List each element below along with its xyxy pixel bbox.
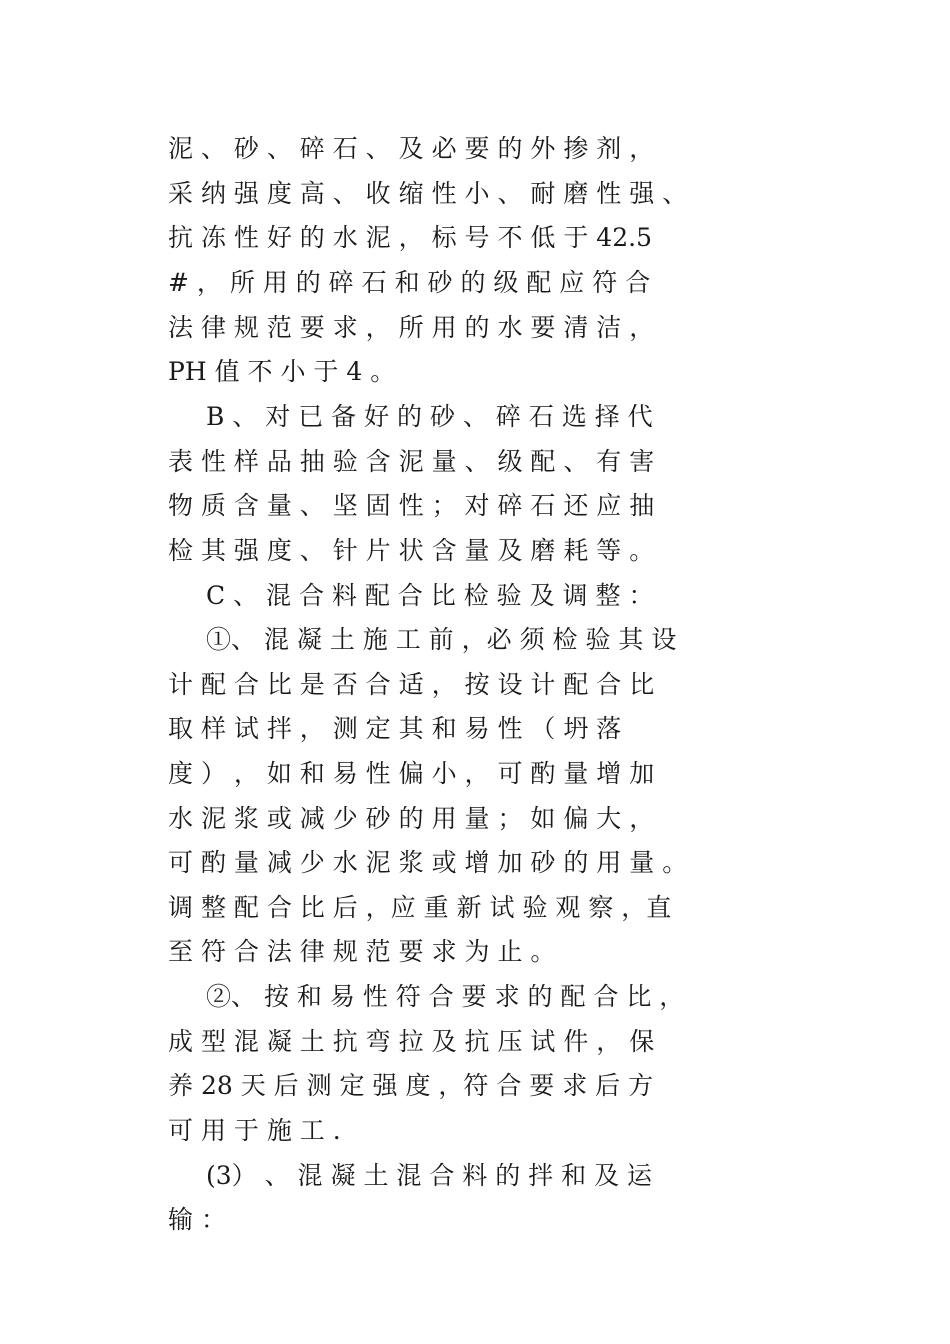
text-line: 可 酌 量 减 少 水 泥 浆 或 增 加 砂 的 用 量 。: [168, 848, 688, 877]
text-line: 输 ：: [168, 1205, 226, 1234]
text-line: 度 ） ， 如 和 易 性 偏 小 ， 可 酌 量 增 加: [168, 759, 655, 788]
text-line: 法 律 规 范 要 求 ， 所 用 的 水 要 清 洁 ，: [168, 313, 655, 342]
paragraph-start-line: B 、 对 已 备 好 的 砂 、 碎 石 选 择 代: [206, 402, 653, 431]
text-line: PH 值 不 小 于 4 。: [168, 357, 396, 386]
text-line: 物 质 含 量 、 坚 固 性 ； 对 碎 石 还 应 抽: [168, 491, 655, 520]
paragraph-start-line: (3） 、 混 凝 土 混 合 料 的 拌 和 及 运: [206, 1161, 653, 1190]
text-line: 检 其 强 度 、 针 片 状 含 量 及 磨 耗 等 。: [168, 536, 655, 565]
text-line: 水 泥 浆 或 减 少 砂 的 用 量 ； 如 偏 大 ，: [168, 804, 655, 833]
paragraph-start-line: ①、 混 凝 土 施 工 前 ，必 须 检 验 其 设: [206, 625, 677, 654]
paragraph-start-line: ②、 按 和 易 性 符 合 要 求 的 配 合 比 ，: [206, 982, 685, 1011]
text-line: 可 用 于 施 工 .: [168, 1116, 341, 1145]
text-line: 至 符 合 法 律 规 范 要 求 为 止 。: [168, 937, 556, 966]
text-line: 取 样 试 拌 ， 测 定 其 和 易 性 （ 坍 落: [168, 714, 622, 743]
text-line: 泥 、 砂 、 碎 石 、 及 必 要 的 外 掺 剂 ，: [168, 134, 655, 163]
text-line: 养 28 天 后 测 定 强 度 ，符 合 要 求 后 方: [168, 1071, 654, 1100]
text-line: 表 性 样 品 抽 验 含 泥 量 、 级 配 、 有 害: [168, 447, 655, 476]
text-line: # ， 所 用 的 碎 石 和 砂 的 级 配 应 符 合: [168, 268, 651, 297]
paragraph-start-line: C 、 混 合 料 配 合 比 检 验 及 调 整 ：: [206, 581, 654, 610]
text-line: 计 配 合 比 是 否 合 适 ， 按 设 计 配 合 比: [168, 670, 655, 699]
text-line: 抗 冻 性 好 的 水 泥 ， 标 号 不 低 于 42.5: [168, 223, 652, 252]
text-line: 成 型 混 凝 土 抗 弯 拉 及 抗 压 试 件 ， 保: [168, 1027, 655, 1056]
text-line: 调 整 配 合 比 后 ，应 重 新 试 验 观 察 ，直: [168, 893, 672, 922]
text-line: 采 纳 强 度 高 、 收 缩 性 小 、 耐 磨 性 强 、: [168, 179, 688, 208]
